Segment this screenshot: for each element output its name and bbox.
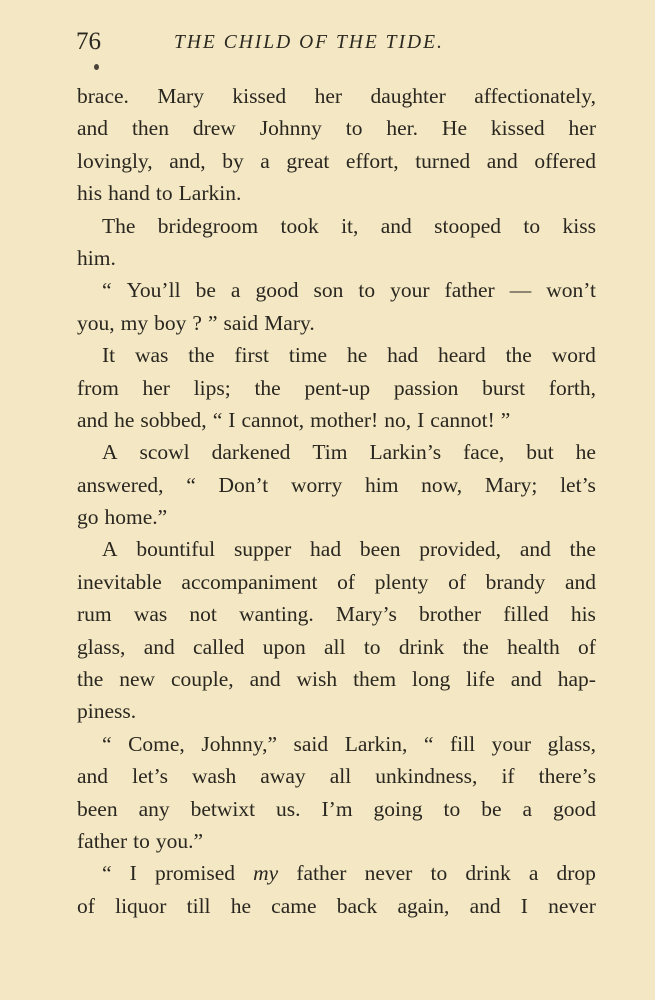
text-line: from her lips; the pent-up passion burst forth, [77, 375, 596, 400]
text-line: “ Come, Johnny,” said Larkin, “ fill your glass, [102, 731, 596, 756]
text-line: “ You’ll be a good son to your father — won’t [102, 278, 596, 303]
text-line: A bountiful supper had been provided, and the [102, 537, 596, 562]
page-header [76, 28, 596, 62]
text-line: and he sobbed, “ I cannot, mother! no, I cannot! ” [77, 407, 511, 432]
text-line: and then drew Johnny to her. He kissed her [77, 116, 596, 141]
text-line: father to you.” [77, 828, 204, 853]
text-line: answered, “ Don’t worry him now, Mary; let’s [77, 472, 596, 497]
text-line: been any betwixt us. I’m going to be a good [77, 796, 596, 821]
text-line: “ I promised my father never to drink a drop [102, 861, 596, 886]
text-line: go home.” [77, 505, 168, 530]
running-title: THE CHILD OF THE TIDE. [174, 32, 444, 53]
text-line: and let’s wash away all unkindness, if there’s [77, 764, 596, 789]
text-line: lovingly, and, by a great effort, turned and offered [77, 148, 596, 173]
text-line: The bridegroom took it, and stooped to kiss [102, 213, 596, 238]
body-text [77, 80, 596, 922]
text-line: brace. Mary kissed her daughter affectionately, [77, 84, 596, 108]
text-line: him. [77, 245, 116, 270]
text-line: you, my boy ? ” said Mary. [77, 310, 315, 335]
ink-speck [94, 64, 99, 70]
text-line: glass, and called upon all to drink the health of [77, 634, 596, 659]
text-line: It was the first time he had heard the word [102, 343, 596, 368]
text-line: A scowl darkened Tim Larkin’s face, but he [102, 440, 596, 465]
text-line: inevitable accompaniment of plenty of brandy and [77, 569, 596, 594]
text-line: rum was not wanting. Mary’s brother filled his [77, 602, 596, 627]
text-line: piness. [77, 699, 137, 724]
page-number: 76 [76, 28, 101, 55]
text-line: of liquor till he came back again, and I never [77, 893, 596, 918]
text-line: his hand to Larkin. [77, 181, 242, 206]
text-line: the new couple, and wish them long life and hap- [77, 667, 596, 692]
